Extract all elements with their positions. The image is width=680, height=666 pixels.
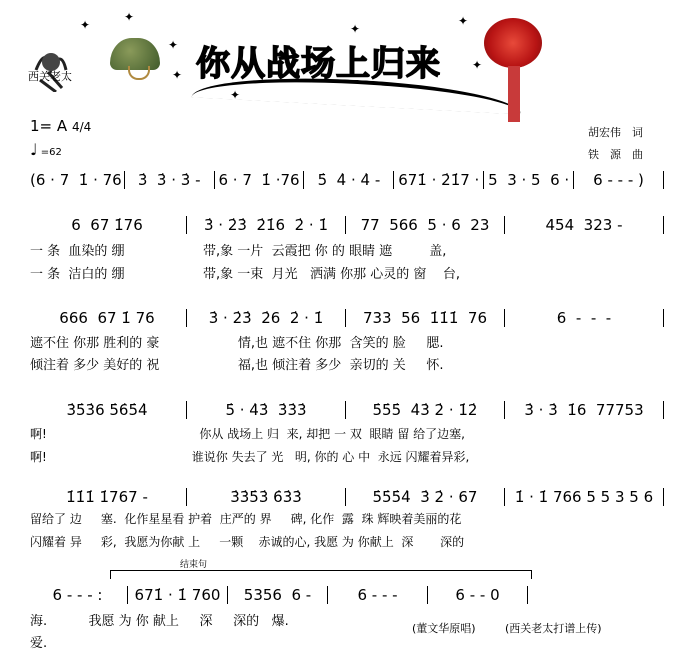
measure: 77 566 5 · 6 23 [346,216,505,234]
lyrics-verse-1: 一 条 血染的 绷 带,象 一片 云霞把 你 的 眼睛 遮 盖, [30,244,447,259]
measure: 5356 6 - [228,586,328,604]
lyrics-verse-2: 闪耀着 异 彩, 我愿为你献 上 一颗 赤诚的心, 我愿 为 你献上 深 深的 [30,535,465,549]
tempo [30,140,62,159]
lyrics-verse-1: 海. 我愿 为 你 献上 深 深的 爆. [30,614,289,629]
singer-credit: (董文华原唱) [412,622,476,635]
measure: 3̇3̇5̇3̇ 6̇3̇3̇ [187,488,346,506]
lyrics-verse-1: 留给了 边 塞. 化作星星看 护着 庄严的 界 碑, 化作 露 珠 辉映着美丽的花 [30,512,462,526]
staff-line [28,585,528,605]
measure: 3̇ · 2̇3̇ 2̇1̇6 2̇ · 1̇ [187,216,346,234]
measure: 3̇5̇3̇6 5̇6̇5̇4̇ [28,401,187,419]
lyrics-verse-2: 一 条 洁白的 绷 带,象 一束 月光 洒满 你那 心灵的 窗 台, [30,267,461,282]
measure: 6 - - - [505,309,664,327]
staff-line [28,215,664,235]
staff-line [28,487,664,507]
measure: 666 67 1̇ 76 [28,309,187,327]
measure: 1̇1̇1̇ 1̇767 - [28,488,187,506]
measure: 6 67 1̇76 [28,216,187,234]
composer: 铁 源 曲 [588,148,643,161]
sparkle-icon: ✦ [350,22,361,36]
ending-label: 结束句 [180,560,208,570]
measure: 6 - - - ) [574,171,664,189]
measure: 6 - - - : [28,586,128,604]
measure: 5̇5̇5̇4̇ 3̇ 2̇ · 67 [346,488,505,506]
sparkle-icon: ✦ [458,14,469,28]
logo-text: 西关老太 [28,70,72,83]
key-signature [30,117,91,135]
measure: 671̇ · 2̇1̇7 · [394,171,484,189]
measure: 6 - - 0 [428,586,528,604]
quarter-note-icon: ♩ [30,140,38,159]
measure: 454 323 - [505,216,664,234]
staff-line [28,400,664,420]
sparkle-icon: ✦ [472,58,483,72]
sparkle-icon: ✦ [80,18,91,32]
lyrics-verse-2: 倾注着 多少 美好的 祝 福,也 倾注着 多少 亲切的 关 怀. [30,358,444,373]
ending-bracket [110,570,532,579]
key: 1= A [30,117,68,135]
intro-staff [28,170,664,190]
measure: 3̇ 3̇ · 3̇ - [125,171,215,189]
orchid-logo-icon [26,40,76,92]
measure: 5̇ 4̇ · 4̇ - [304,171,394,189]
measure: 733 56 1̇1̇1̇ 76 [346,309,505,327]
sparkle-icon: ✦ [230,88,241,102]
lyrics-verse-2: 爱. [30,636,48,651]
uploader-credit: (西关老太打谱上传) [505,622,602,635]
measure: 671̇ · 1̇ 760 [128,586,228,604]
measure: 6 - - - [328,586,428,604]
measure: 5̇5̇5̇ 4̇3̇ 2̇ · 1̇2̇ [346,401,505,419]
staff-line [28,308,664,328]
rose-icon [484,18,542,68]
measure: 5 3 · 5 6 · [484,171,574,189]
measure: 3̇ · 2̇3̇ 2̇6 2̇ · 1̇ [187,309,346,327]
tempo-value: =62 [40,147,62,158]
lyrics-verse-1: 遮不住 你那 胜利的 豪 情,也 遮不住 你那 含笑的 脸 腮. [30,336,444,351]
helmet-strap [128,66,150,80]
sparkle-icon: ✦ [168,38,179,52]
measure: 3̇ · 3̇ 1̇6 77753 [505,401,664,419]
rose-ribbon [508,66,520,122]
sparkle-icon: ✦ [124,10,135,24]
lyrics-verse-2: 啊! 谁说你 失去了 光 明, 你的 心 中 永远 闪耀着异彩, [30,450,470,464]
measure: 5̇ · 4̇3̇ 3̇3̇3̇ [187,401,346,419]
measure: (6 · 7 1̇ · 76 [28,171,125,189]
sparkle-icon: ✦ [172,68,183,82]
lyrics-verse-1: 啊! 你从 战场上 归 来, 却把 一 双 眼睛 留 给了边塞, [30,427,465,441]
measure: 1̇ · 1̇ 766 5 5 3 5 6 [505,488,664,506]
measure: 6 · 7 1̇ ·76 [215,171,305,189]
song-title: 你从战场上归来 [196,44,441,84]
time-signature: 4/4 [71,120,92,134]
lyricist: 胡宏伟 词 [588,126,643,139]
